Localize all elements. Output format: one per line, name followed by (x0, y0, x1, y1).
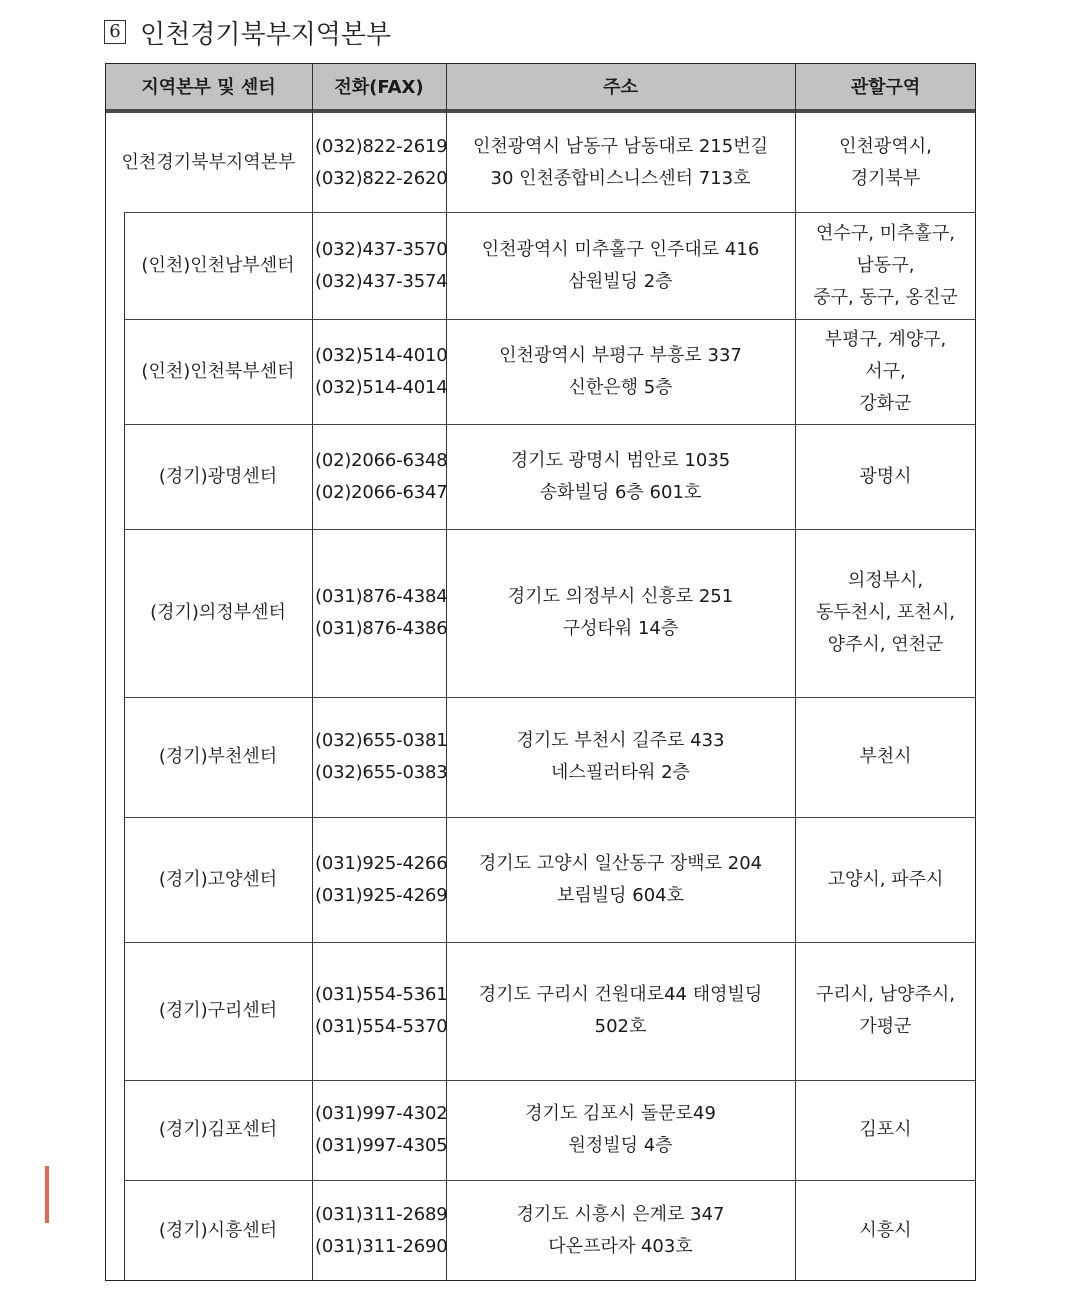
phone-number: (031)554-5370 (315, 1016, 448, 1037)
phone-number: (032)437-3574 (315, 270, 448, 292)
address-line: 경기도 의정부시 신흥로 251 (507, 586, 734, 607)
phone-number: (032)514-4014 (315, 376, 448, 398)
phone-number: (02)2066-6348 (315, 449, 448, 471)
jurisdiction-line: 경기북부 (850, 167, 921, 189)
phone-number: (032)514-4010 (315, 344, 448, 366)
jurisdiction-line: 서구, (865, 360, 906, 382)
phone-number: (032)655-0383 (315, 762, 448, 783)
office-name-text: (경기)의정부센터 (150, 602, 286, 623)
phone-number: (031)997-4302 (315, 1103, 448, 1124)
address-line: 인천광역시 남동구 남동대로 215번길 (473, 135, 768, 157)
office-name-text: (경기)고양센터 (158, 868, 278, 890)
section-title-text: 인천경기북부지역본부 (140, 19, 392, 50)
jurisdiction-line: 부천시 (859, 746, 912, 767)
phone-number: (032)437-3570 (315, 238, 448, 260)
office-name-text: (경기)시흥센터 (158, 1219, 278, 1241)
jurisdiction-line: 동두천시, 포천시, (816, 602, 955, 623)
jurisdiction-line: 구리시, 남양주시, (816, 984, 955, 1005)
phone-number: (031)554-5361 (315, 984, 448, 1005)
jurisdiction-line: 의정부시, (847, 570, 924, 591)
jurisdiction-line: 광명시 (859, 465, 912, 487)
address-line: 원정빌딩 4층 (568, 1135, 673, 1156)
phone-number: (032)655-0381 (315, 730, 448, 751)
section-title (104, 12, 391, 52)
jurisdiction-line: 인천광역시, (839, 135, 932, 157)
office-name-text: (경기)광명센터 (158, 465, 278, 487)
jurisdiction-line: 부평구, 계양구, (824, 328, 947, 350)
office-name-text: (인천)인천남부센터 (141, 254, 295, 276)
jurisdiction-line: 양주시, 연천군 (827, 634, 944, 655)
section-number-box: 6 (104, 20, 126, 44)
address-line: 경기도 부천시 길주로 433 (516, 730, 725, 751)
address-line: 신한은행 5층 (568, 376, 673, 398)
phone-number: (031)925-4266 (315, 852, 448, 874)
address-line: 경기도 광명시 범안로 1035 (510, 449, 731, 471)
phone-number: (031)876-4384 (315, 586, 448, 607)
address-line: 경기도 구리시 건원대로44 태영빌딩 (478, 984, 763, 1005)
address-line: 30 인천종합비스니스센터 713호 (490, 167, 751, 189)
jurisdiction-line: 고양시, 파주시 (827, 868, 944, 890)
header-address: 주소 (603, 77, 638, 98)
address-line: 인천광역시 미추홀구 인주대로 416 (481, 238, 760, 260)
phone-number: (031)997-4305 (315, 1135, 448, 1156)
phone-number: (032)822-2619 (315, 135, 448, 157)
phone-number: (031)311-2689 (315, 1203, 448, 1225)
phone-number: (031)876-4386 (315, 618, 448, 639)
office-name-text: 인천경기북부지역본부 (121, 151, 296, 173)
side-marker-bar (45, 1166, 49, 1223)
address-line: 502호 (594, 1016, 647, 1037)
address-line: 보림빌딩 604호 (556, 884, 685, 906)
phone-number: (032)822-2620 (315, 167, 448, 189)
jurisdiction-line: 연수구, 미추홀구, (816, 222, 955, 244)
region-office-table (105, 63, 976, 1281)
phone-number: (02)2066-6347 (315, 481, 448, 503)
phone-number: (031)311-2690 (315, 1235, 448, 1257)
table-border (105, 63, 976, 1281)
header-jurisdiction: 관할구역 (850, 77, 921, 98)
office-name-text: (경기)구리센터 (158, 1000, 278, 1021)
address-line: 네스필러타워 2층 (551, 762, 690, 783)
jurisdiction-line: 시흥시 (859, 1219, 912, 1241)
address-line: 구성타워 14층 (562, 618, 679, 639)
phone-number: (031)925-4269 (315, 884, 448, 906)
address-line: 송화빌딩 6층 601호 (539, 481, 702, 503)
address-line: 삼원빌딩 2층 (568, 270, 673, 292)
address-line: 경기도 시흥시 은계로 347 (516, 1203, 725, 1225)
office-name-text: (경기)김포센터 (158, 1119, 278, 1140)
address-line: 경기도 고양시 일산동구 장백로 204 (478, 852, 763, 874)
office-name-text: (인천)인천북부센터 (141, 360, 295, 382)
address-line: 경기도 김포시 돌문로49 (525, 1103, 716, 1124)
jurisdiction-line: 중구, 동구, 옹진군 (813, 286, 958, 308)
jurisdiction-line: 가평군 (859, 1016, 912, 1037)
header-phone: 전화(FAX) (334, 77, 424, 98)
address-line: 다온프라자 403호 (548, 1235, 693, 1257)
jurisdiction-line: 강화군 (859, 392, 912, 414)
office-name-text: (경기)부천센터 (158, 746, 278, 767)
address-line: 인천광역시 부평구 부흥로 337 (499, 344, 742, 366)
header-office: 지역본부 및 센터 (141, 77, 276, 98)
jurisdiction-line: 김포시 (859, 1119, 912, 1140)
jurisdiction-line: 남동구, (856, 254, 915, 276)
